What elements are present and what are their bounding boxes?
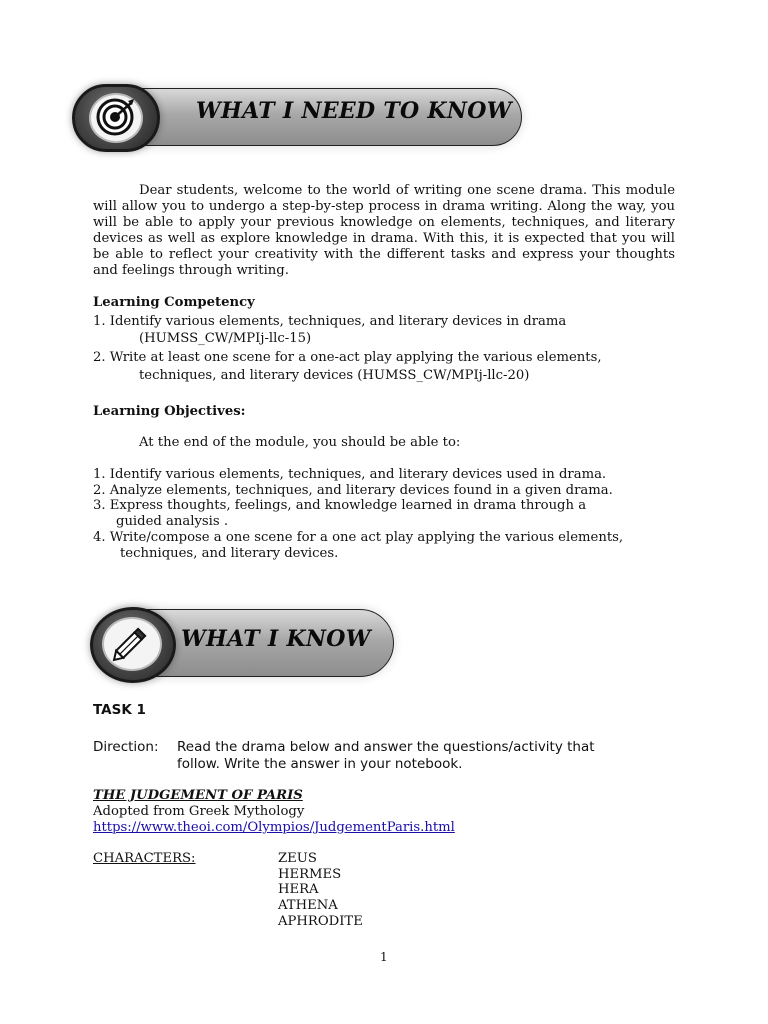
target-icon-badge [72, 84, 160, 152]
characters-label: CHARACTERS: [93, 851, 196, 866]
intro-paragraph [93, 183, 675, 279]
task-label: TASK 1 [93, 702, 146, 718]
objective-item-4-cont: techniques, and literary devices. [120, 546, 339, 561]
direction-text: Read the drama below and answer the questions/activity that [177, 739, 595, 755]
pencil-icon-badge [90, 607, 176, 683]
section-title-what-i-know: WHAT I KNOW [181, 626, 371, 652]
pencil-icon [111, 624, 151, 662]
drama-title: THE JUDGEMENT OF PARIS [93, 788, 303, 803]
drama-source-link[interactable]: https://www.theoi.com/Olympios/JudgementParis.html [93, 820, 455, 835]
objectives-intro: At the end of the module, you should be able to: [139, 435, 461, 450]
objective-item-3-cont: guided analysis . [116, 514, 229, 529]
objectives-heading: Learning Objectives: [93, 404, 246, 419]
objective-item-1: 1. Identify various elements, techniques, and literary devices used in drama. [93, 467, 607, 482]
character-hermes: HERMES [278, 867, 342, 882]
objective-item-4: 4. Write/compose a one scene for a one act play applying the various elements, [93, 530, 624, 545]
character-aphrodite: APHRODITE [278, 914, 363, 929]
page-number: 1 [380, 950, 388, 964]
intro-text: Dear students, welcome to the world of writing one scene drama. This module will allow you to undergo a step-by-step process in drama writing. Along the way, you will be able to apply your previous knowledge on elements, techniques, and literary devices as well as explore knowledge in drama. With this, it is expected that you will be able to reflect your creativity with the different tasks and express your thoughts and feelings through writing. [93, 183, 675, 278]
competency-item-2: 2. Write at least one scene for a one-act play applying the various elements, [93, 350, 602, 365]
target-icon [95, 97, 135, 137]
competency-item-2-cont: techniques, and literary devices (HUMSS_CW/MPIj-llc-20) [139, 368, 530, 383]
competency-item-1-code: (HUMSS_CW/MPIj-llc-15) [139, 331, 312, 346]
direction-text-cont: follow. Write the answer in your notebook. [177, 756, 463, 772]
objective-item-2: 2. Analyze elements, techniques, and literary devices found in a given drama. [93, 483, 613, 498]
competency-item-1: 1. Identify various elements, techniques, and literary devices in drama [93, 314, 567, 329]
drama-source-note: Adopted from Greek Mythology [93, 804, 305, 819]
section-title: WHAT I NEED TO KNOW [196, 98, 512, 124]
objective-item-3: 3. Express thoughts, feelings, and knowledge learned in drama through a [93, 498, 587, 513]
character-hera: HERA [278, 882, 319, 897]
competency-heading: Learning Competency [93, 295, 255, 310]
character-zeus: ZEUS [278, 851, 317, 866]
direction-label: Direction: [93, 739, 159, 755]
character-athena: ATHENA [278, 898, 338, 913]
